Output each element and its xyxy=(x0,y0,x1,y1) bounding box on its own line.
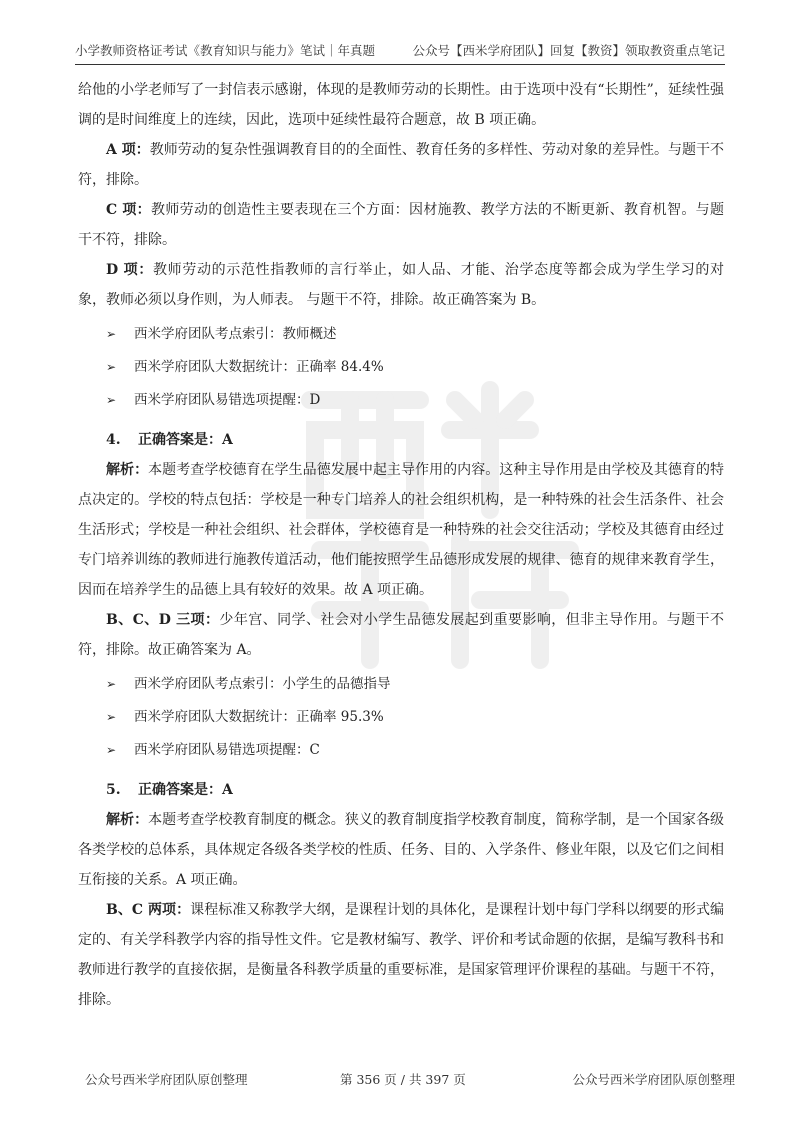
arrow-bullet-icon: ➢ xyxy=(106,743,117,757)
question-answer: 正确答案是：A xyxy=(138,432,233,448)
option-c-explanation xyxy=(78,195,724,255)
options-bc-label: B、C 两项： xyxy=(106,902,191,918)
document-body xyxy=(78,75,724,1015)
page-header xyxy=(75,34,725,65)
note-wrong-option: 西米学府团队易错选项提醒：C xyxy=(134,742,320,758)
option-a-label: A 项： xyxy=(106,142,150,158)
page-number: 第 356 页 / 共 397 页 xyxy=(340,1072,466,1087)
option-d-text: 教师劳动的示范性指教师的言行举止，如人品、才能、治学态度等都会成为学生学习的对象，教师必须以身作则，为人师表。 与题干不符，排除。故正确答案为 B。 xyxy=(78,262,725,308)
header-promo: 公众号【西米学府团队】回复【教资】领取教资重点笔记 xyxy=(412,43,725,58)
option-d-label: D 项： xyxy=(106,262,153,278)
note-topic-index: 西米学府团队考点索引：小学生的品德指导 xyxy=(134,676,391,692)
analysis-label: 解析： xyxy=(106,812,149,828)
options-bcd-text: 少年宫、同学、社会对小学生品德发展起到重要影响，但非主导作用。与题干不符，排除。故正确答案为 A。 xyxy=(78,612,724,658)
q4-analysis xyxy=(78,455,724,605)
option-d-explanation xyxy=(78,255,724,315)
question-number: 4. xyxy=(106,432,121,448)
options-bc-text: 课程标准又称教学大纲，是课程计划的具体化，是课程计划中每门学科以纲要的形式编定的、有关学科教学内容的指导性文件。它是教材编写、教学、评价和考试命题的依据，是编写教科书和教师进行教学的直接依据，是衡量各科教学质量的重要标准，是国家管理评价课程的基础。与题干不符，排除。 xyxy=(78,902,724,1008)
arrow-bullet-icon: ➢ xyxy=(106,677,117,691)
footer-right-credit: 公众号西米学府团队原创整理 xyxy=(572,1072,735,1087)
option-a-text: 教师劳动的复杂性强调教育目的的全面性、教育任务的多样性、劳动对象的差异性。与题干不符，排除。 xyxy=(78,142,724,188)
q4-notes xyxy=(78,668,724,767)
option-c-text: 教师劳动的创造性主要表现在三个方面：因材施教、教学方法的不断更新、教育机智。与题干不符，排除。 xyxy=(78,202,724,248)
note-item xyxy=(78,668,724,701)
arrow-bullet-icon: ➢ xyxy=(106,327,117,341)
note-item xyxy=(78,734,724,767)
note-wrong-option: 西米学府团队易错选项提醒：D xyxy=(134,392,321,408)
q5-options-bc xyxy=(78,895,724,1015)
note-accuracy-stat: 西米学府团队大数据统计：正确率 84.4% xyxy=(134,359,384,375)
analysis-label: 解析： xyxy=(106,462,149,478)
q4-options-bcd xyxy=(78,605,724,665)
question-number: 5. xyxy=(106,782,121,798)
note-item xyxy=(78,701,724,734)
header-title: 小学教师资格证考试《教育知识与能力》笔试｜年真题 xyxy=(75,43,376,58)
question-5-heading xyxy=(78,775,724,805)
q3-notes xyxy=(78,318,724,417)
question-4-heading xyxy=(78,425,724,455)
option-c-label: C 项： xyxy=(106,202,152,218)
q5-analysis xyxy=(78,805,724,895)
paragraph-continuation: 给他的小学老师写了一封信表示感谢，体现的是教师劳动的长期性。由于选项中没有“长期性”，延续性强调的是时间维度上的连续，因此，选项中延续性最符合题意，故 B 项正确。 xyxy=(78,82,724,128)
arrow-bullet-icon: ➢ xyxy=(106,710,117,724)
note-item xyxy=(78,384,724,417)
analysis-text: 本题考查学校教育制度的概念。狭义的教育制度指学校教育制度，简称学制，是一个国家各级各类学校的总体系，具体规定各级各类学校的性质、任务、目的、入学条件、修业年限，以及它们之间相互衔接的关系。A 项正确。 xyxy=(78,812,724,888)
note-item xyxy=(78,318,724,351)
arrow-bullet-icon: ➢ xyxy=(106,360,117,374)
note-item xyxy=(78,351,724,384)
note-accuracy-stat: 西米学府团队大数据统计：正确率 95.3% xyxy=(134,709,384,725)
note-topic-index: 西米学府团队考点索引：教师概述 xyxy=(134,326,337,342)
question-answer: 正确答案是：A xyxy=(138,782,233,798)
footer-left-credit: 公众号西米学府团队原创整理 xyxy=(85,1072,248,1087)
analysis-text: 本题考查学校德育在学生品德发展中起主导作用的内容。这种主导作用是由学校及其德育的特点决定的。学校的特点包括：学校是一种专门培养人的社会组织机构，是一种特殊的社会生活条件、社会生活形式；学校是一种社会组织、社会群体，学校德育是一种特殊的社会交往活动；学校及其德育由经过专门培养训练的教师进行施教传道活动，他们能按照学生品德形成发展的规律、德育的规律来教育学生，因而在培养学生的品德上具有较好的效果。故 A 项正确。 xyxy=(78,462,724,598)
options-bcd-label: B、C、D 三项： xyxy=(106,612,220,628)
option-a-explanation xyxy=(78,135,724,195)
arrow-bullet-icon: ➢ xyxy=(106,393,117,407)
